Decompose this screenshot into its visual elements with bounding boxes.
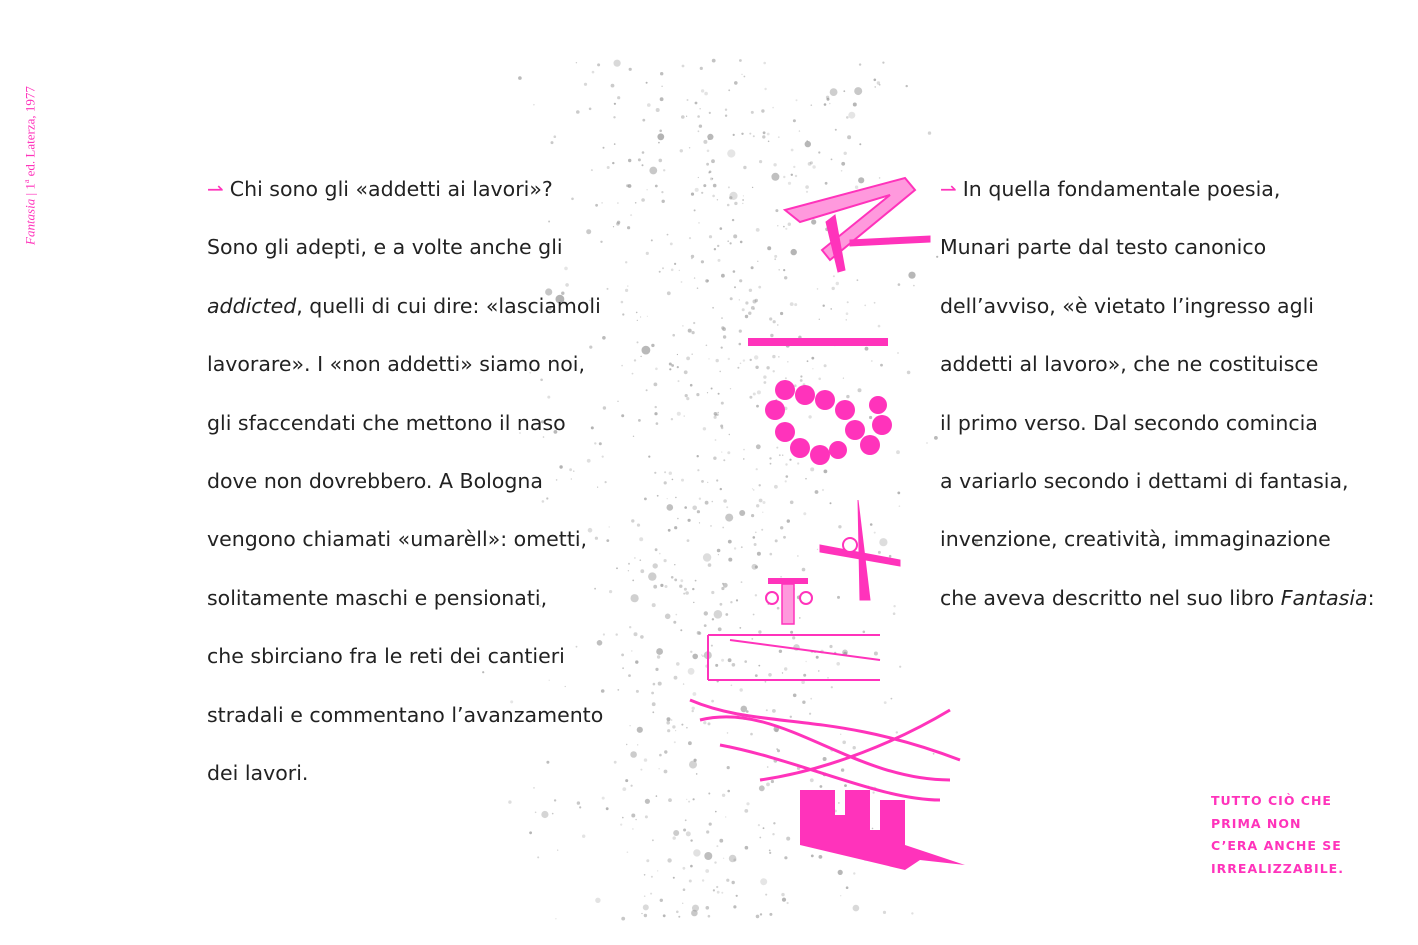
running-head-title: Fantasia: [22, 198, 38, 245]
left-line-11: dei lavori.: [207, 761, 309, 786]
left-line-1-text: Chi sono gli «addetti ai lavori»?: [229, 177, 553, 201]
right-line-8-italic: Fantasia: [1280, 585, 1368, 610]
letter-t-icon: [766, 578, 812, 624]
pull-quote-line-3: C’ERA ANCHE SE: [1211, 838, 1342, 853]
pull-quote: [1211, 790, 1344, 880]
left-line-7: vengono chiamati «umarèll»: ometti,: [207, 527, 588, 552]
letter-swash-icon: [690, 700, 960, 800]
right-line-8: [940, 569, 1375, 627]
right-line-2: Munari parte dal testo canonico: [940, 235, 1267, 260]
left-line-4: lavorare». I «non addetti» siamo noi,: [207, 352, 585, 377]
left-line-8: solitamente maschi e pensionati,: [207, 585, 548, 610]
running-head-edition-number: 1: [22, 183, 38, 190]
letter-f-icon: [800, 790, 965, 870]
arrow-icon: ⇀: [940, 177, 957, 201]
right-line-8-end: :: [1367, 585, 1375, 610]
letter-n-icon: [708, 635, 880, 680]
arrow-icon: ⇀: [207, 177, 224, 201]
right-line-8-start: che aveva descritto nel suo libro: [940, 585, 1281, 610]
right-line-1: [940, 160, 1375, 218]
pull-quote-line-1: TUTTO CIÒ CHE: [1211, 793, 1332, 808]
running-head-edition-sup: a: [22, 179, 31, 184]
pull-quote-line-2: PRIMA NON: [1211, 815, 1302, 831]
left-line-5: gli sfaccendati che mettono il naso: [207, 410, 566, 435]
right-line-3: dell’avviso, «è vietato l’ingresso agli: [940, 293, 1315, 318]
left-line-2: Sono gli adepti, e a volte anche gli: [207, 235, 563, 260]
right-text-column: [940, 160, 1375, 627]
letter-a-top-icon: [785, 178, 930, 272]
left-line-3-italic: addicted: [207, 293, 297, 318]
pull-quote-line-4: IRREALIZZABILE.: [1211, 860, 1344, 876]
running-head-edition-rest: ed. Laterza, 1977: [22, 86, 38, 180]
right-line-1-text: In quella fondamentale poesia,: [962, 177, 1281, 201]
left-line-3-rest: , quelli di cui dire: «lasciamoli: [296, 293, 601, 318]
left-line-9: che sbirciano fra le reti dei cantieri: [207, 644, 565, 669]
letter-s-icon: [765, 380, 892, 465]
running-head-separator: |: [22, 189, 38, 199]
letter-triangle-icon: [820, 500, 900, 600]
right-line-5: il primo verso. Dal secondo comincia: [940, 410, 1318, 435]
left-line-6: dove non dovrebbero. A Bologna: [207, 469, 543, 494]
left-line-10: stradali e commentano l’avanzamento: [207, 702, 604, 727]
right-line-7: invenzione, creatività, immaginazione: [940, 527, 1331, 552]
letter-bar-icon: [748, 338, 888, 346]
right-line-6: a variarlo secondo i dettami di fantasia,: [940, 469, 1349, 494]
right-line-4: addetti al lavoro», che ne costituisce: [940, 352, 1319, 377]
